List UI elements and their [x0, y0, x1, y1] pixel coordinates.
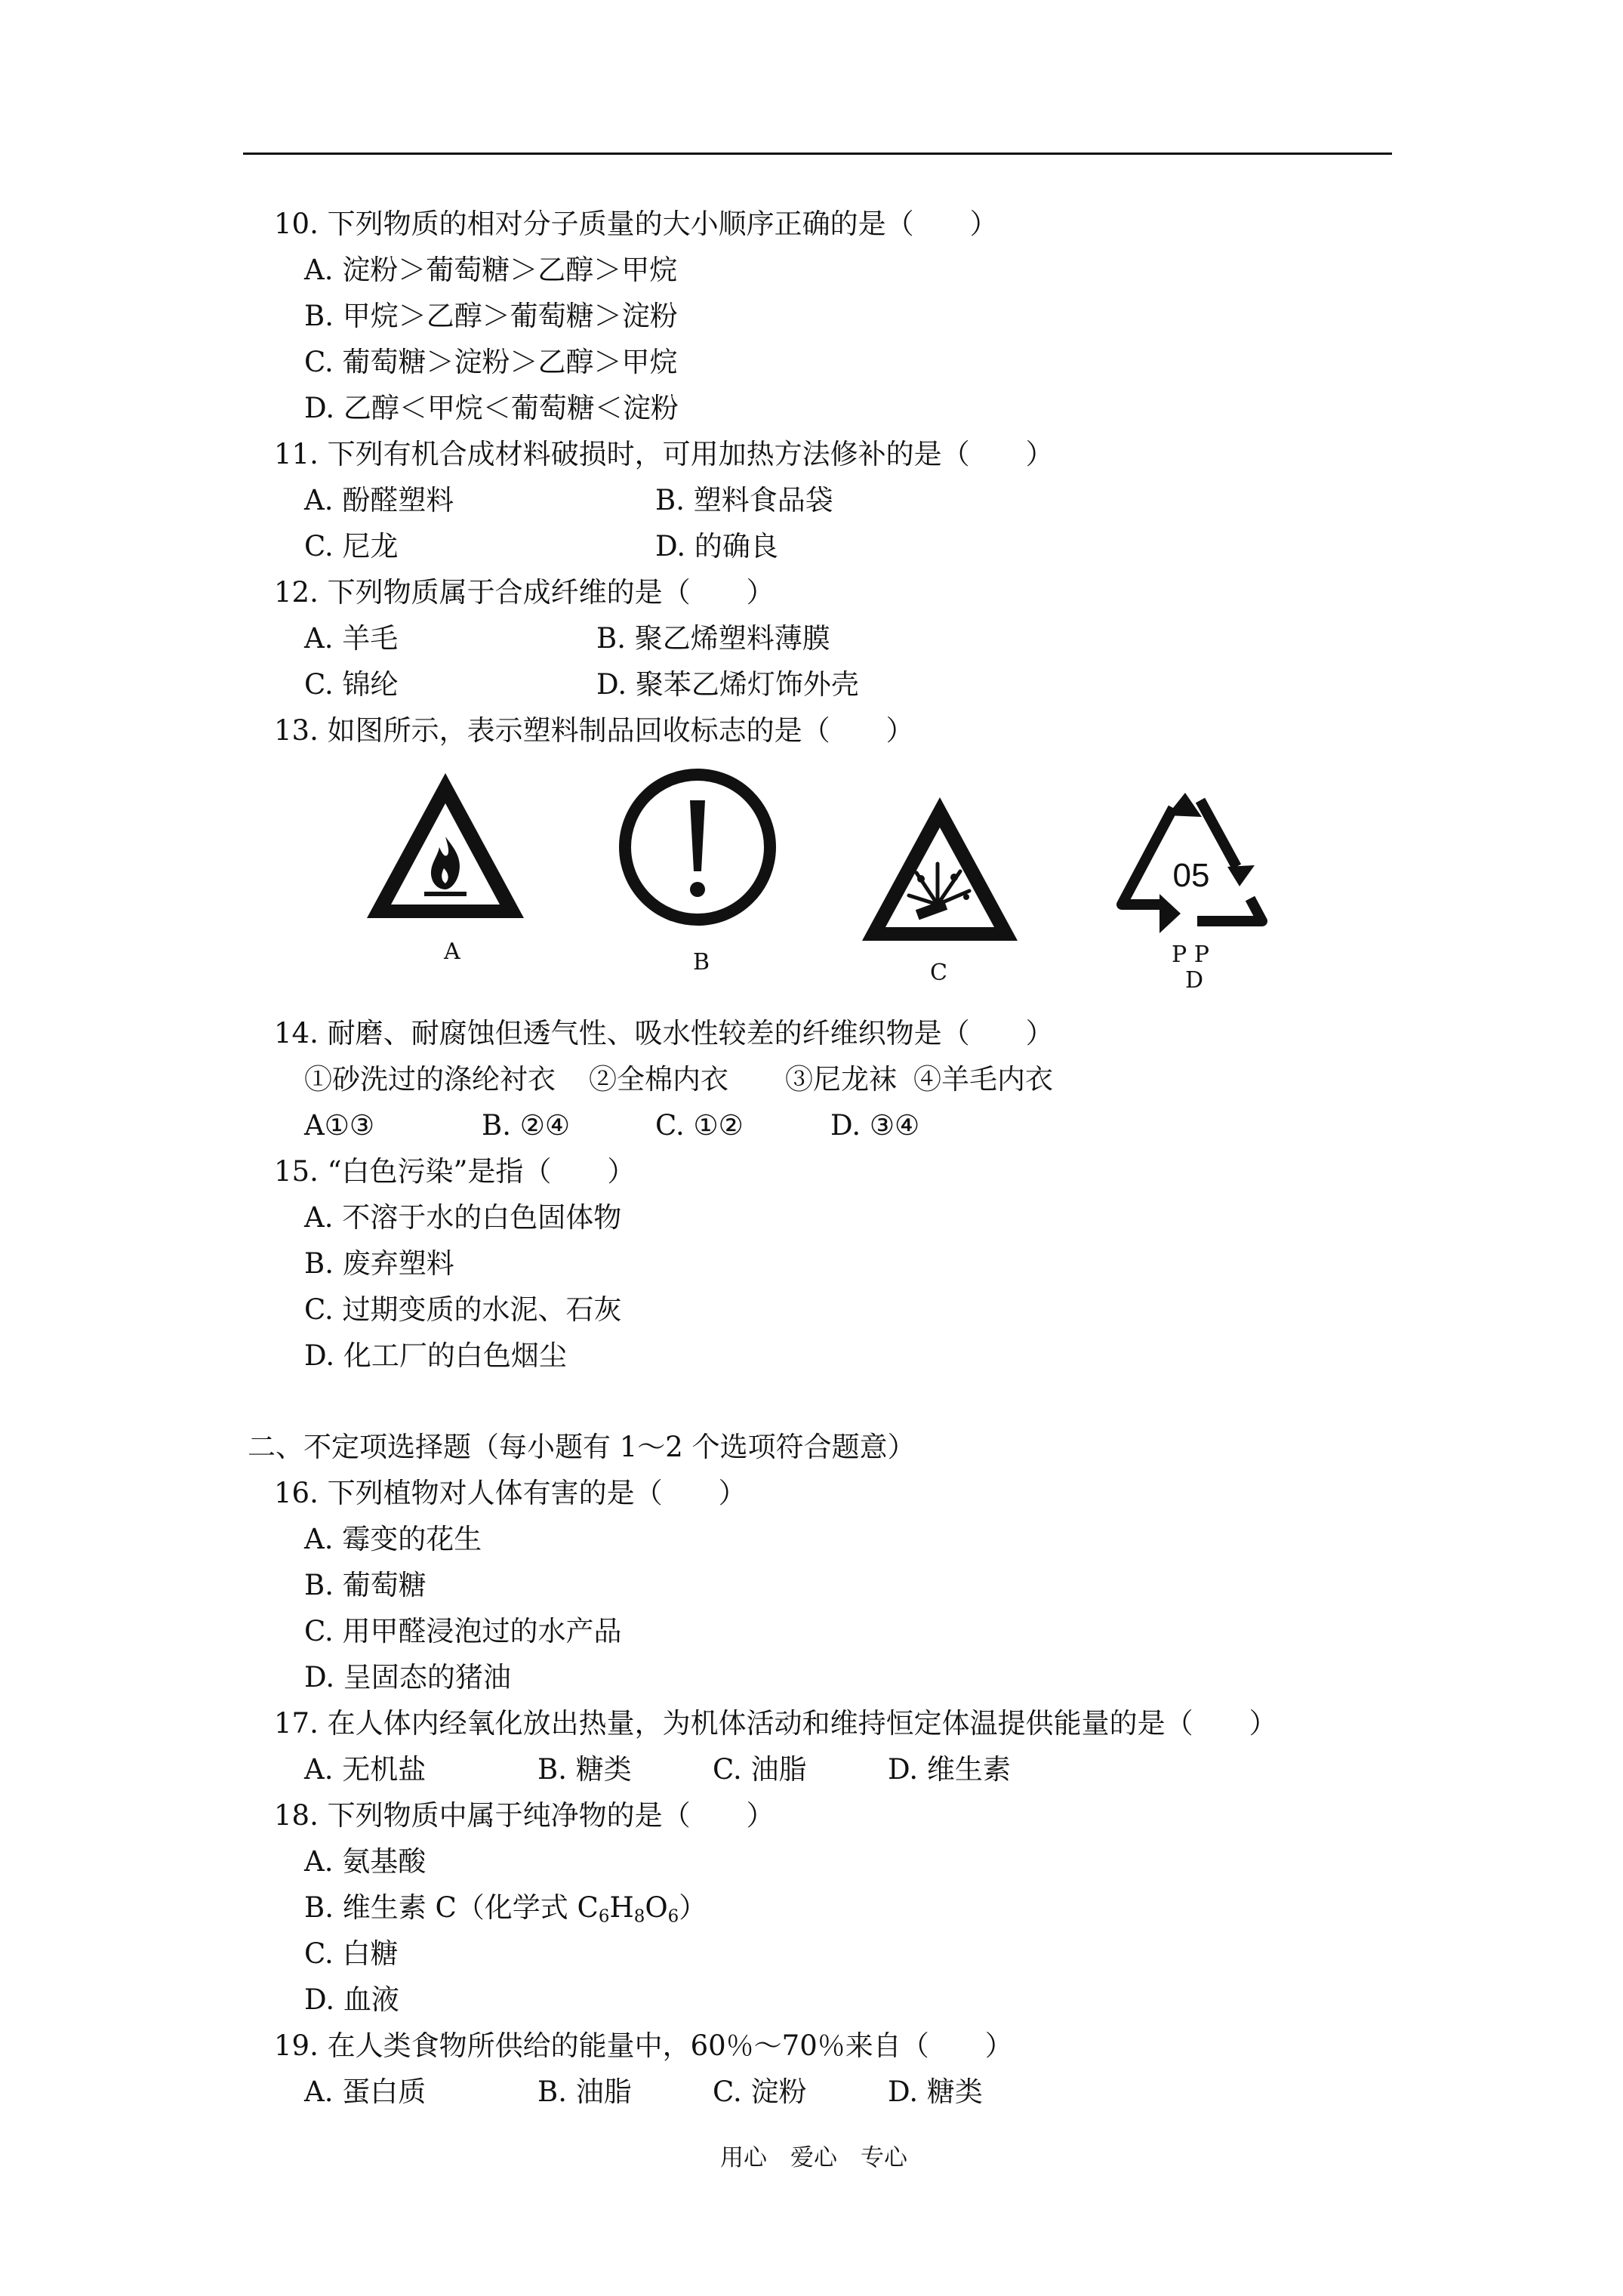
- q17-option-c: C. 油脂: [713, 1753, 807, 1786]
- q18-formula-sub-c: 6: [598, 1906, 610, 1927]
- page-footer: 用心 爱心 专心: [720, 2144, 907, 2171]
- figure-label-b: B: [693, 949, 710, 975]
- q18-option-c: C. 白糖: [304, 1937, 399, 1970]
- q10-option-d: D. 乙醇＜甲烷＜葡萄糖＜淀粉: [304, 392, 679, 424]
- q15-option-a: A. 不溶于水的白色固体物: [304, 1201, 622, 1234]
- figure-label-c: C: [930, 960, 947, 986]
- q10-option-b: B. 甲烷＞乙醇＞葡萄糖＞淀粉: [304, 300, 678, 332]
- q18-option-d: D. 血液: [304, 1983, 399, 2016]
- q18-option-b-suffix: ）: [679, 1891, 707, 1924]
- flammable-warning-icon: [361, 767, 530, 926]
- q11-stem: 11. 下列有机合成材料破损时，可用加热方法修补的是（ ）: [274, 438, 1054, 470]
- q14-stem: 14. 耐磨、耐腐蚀但透气性、吸水性较差的纤维织物是（ ）: [274, 1017, 1054, 1049]
- q11-option-c: C. 尼龙: [304, 530, 399, 562]
- q11-option-b: B. 塑料食品袋: [655, 484, 833, 516]
- q16-option-a: A. 霉变的花生: [304, 1523, 482, 1555]
- q15-stem: 15. “白色污染”是指（ ）: [274, 1155, 636, 1188]
- q17-option-a: A. 无机盐: [304, 1753, 427, 1786]
- explosive-warning-icon: [856, 791, 1024, 947]
- q10-option-c: C. 葡萄糖＞淀粉＞乙醇＞甲烷: [304, 346, 678, 378]
- q13-stem: 13. 如图所示，表示塑料制品回收标志的是（ ）: [274, 714, 914, 747]
- q12-option-a: A. 羊毛: [304, 622, 399, 655]
- q16-option-c: C. 用甲醛浸泡过的水产品: [304, 1615, 622, 1647]
- q12-option-b: B. 聚乙烯塑料薄膜: [596, 622, 830, 655]
- q19-stem: 19. 在人类食物所供给的能量中，60％～70％来自（ ）: [274, 2029, 1013, 2062]
- q14-option-b: B. ②④: [482, 1109, 571, 1142]
- q19-option-c: C. 淀粉: [713, 2076, 807, 2108]
- q18-option-b: [304, 1891, 707, 1934]
- q17-stem: 17. 在人体内经氧化放出热量，为机体活动和维持恒定体温提供能量的是（ ）: [274, 1707, 1277, 1740]
- q18-formula-sub-o: 6: [667, 1906, 679, 1927]
- q14-option-d: D. ③④: [830, 1109, 920, 1142]
- figure-label-d: D: [1185, 967, 1204, 994]
- q18-option-b-prefix: B. 维生素 C（化学式 C: [304, 1891, 599, 1924]
- q15-option-b: B. 废弃塑料: [304, 1247, 454, 1280]
- q12-option-d: D. 聚苯乙烯灯饰外壳: [596, 668, 859, 701]
- q18-stem: 18. 下列物质中属于纯净物的是（ ）: [274, 1799, 775, 1832]
- q15-option-d: D. 化工厂的白色烟尘: [304, 1339, 567, 1372]
- q18-formula-h: H: [609, 1891, 634, 1924]
- q10-stem: 10. 下列物质的相对分子质量的大小顺序正确的是（ ）: [274, 208, 998, 240]
- exclamation-warning-icon: [616, 766, 779, 929]
- q14-item-2: ②全棉内衣: [589, 1063, 728, 1096]
- recycle-code-text: 05: [1172, 857, 1210, 894]
- q17-option-d: D. 维生素: [888, 1753, 1011, 1786]
- q19-option-a: A. 蛋白质: [304, 2076, 427, 2108]
- q14-item-4: ④羊毛内衣: [913, 1063, 1053, 1096]
- q16-stem: 16. 下列植物对人体有害的是（ ）: [274, 1477, 747, 1509]
- recycle-material-label: P P: [1172, 942, 1209, 968]
- q15-option-c: C. 过期变质的水泥、石灰: [304, 1293, 622, 1326]
- q19-option-b: B. 油脂: [537, 2076, 632, 2108]
- q11-option-d: D. 的确良: [655, 530, 778, 562]
- q14-option-c: C. ①②: [655, 1109, 744, 1142]
- q12-stem: 12. 下列物质属于合成纤维的是（ ）: [274, 576, 775, 609]
- q12-option-c: C. 锦纶: [304, 668, 399, 701]
- q14-option-a: A①③: [304, 1109, 375, 1142]
- header-rule: [243, 153, 1392, 155]
- q11-option-a: A. 酚醛塑料: [304, 484, 454, 516]
- section-2-title: 二、不定项选择题（每小题有 1～2 个选项符合题意）: [248, 1431, 916, 1463]
- q10-option-a: A. 淀粉＞葡萄糖＞乙醇＞甲烷: [304, 254, 678, 286]
- figure-label-a: A: [444, 938, 460, 965]
- q17-option-b: B. 糖类: [537, 1753, 632, 1786]
- q18-formula-o: O: [645, 1891, 668, 1924]
- q14-item-1: ①砂洗过的涤纶衬衣: [304, 1063, 556, 1096]
- q16-option-b: B. 葡萄糖: [304, 1569, 427, 1601]
- q18-option-a: A. 氨基酸: [304, 1845, 427, 1878]
- q19-option-d: D. 糖类: [888, 2076, 983, 2108]
- q14-item-3: ③尼龙袜: [785, 1063, 897, 1096]
- q18-formula-sub-h: 8: [633, 1906, 645, 1927]
- plastic-recycling-icon: [1107, 782, 1276, 944]
- q16-option-d: D. 呈固态的猪油: [304, 1661, 511, 1693]
